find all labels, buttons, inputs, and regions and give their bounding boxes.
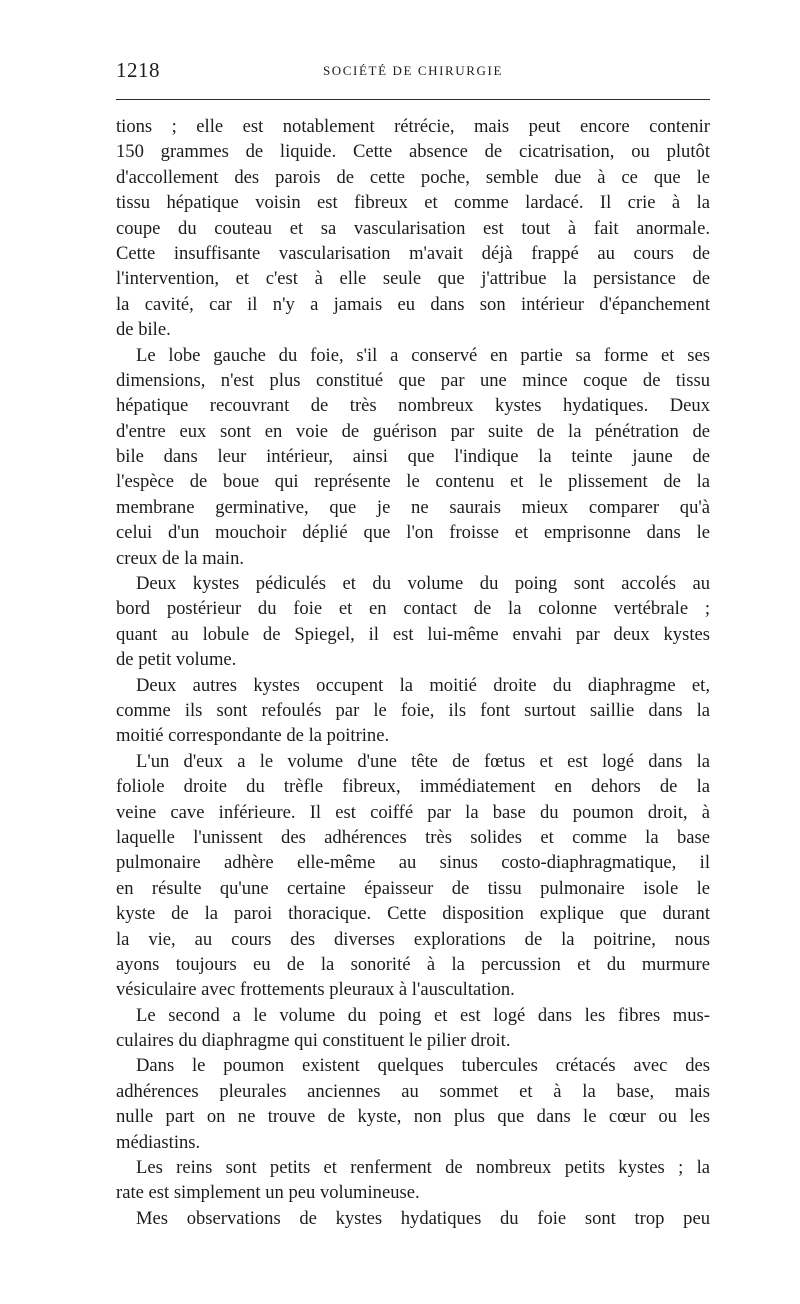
text-line: culaires du diaphragme qui constituent le pilier droit. <box>116 1030 511 1052</box>
text-line: Cette insuffisante vascularisation m'avait déjà frappé au cours de <box>116 242 710 264</box>
text-line: de petit volume. <box>116 649 237 671</box>
paragraph-first-line: Le second a le volume du poing et est logé dans les fibres mus- <box>136 1004 710 1026</box>
paragraph-first-line: Les reins sont petits et renferment de nombreux petits kystes ; la <box>136 1157 710 1179</box>
header-rule <box>116 99 710 100</box>
text-line: foliole droite du trèfle fibreux, immédiatement en dehors de la <box>116 776 710 798</box>
text-line: nulle part on ne trouve de kyste, non plus que dans le cœur ou les <box>116 1106 710 1128</box>
text-line: d'accollement des parois de cette poche, semble due à ce que le <box>116 166 710 188</box>
body-text <box>116 114 710 1231</box>
paragraph-first-line: Deux autres kystes occupent la moitié droite du diaphragme et, <box>136 674 710 696</box>
paragraph-first-line: Dans le poumon existent quelques tubercules crétacés avec des <box>136 1055 710 1077</box>
text-line: coupe du couteau et sa vascularisation est tout à fait anormale. <box>116 217 710 239</box>
text-line: ayons toujours eu de la sonorité à la percussion et du murmure <box>116 953 710 975</box>
text-line: bord postérieur du foie et en contact de la colonne vertébrale ; <box>116 598 710 620</box>
text-line: rate est simplement un peu volumineuse. <box>116 1182 420 1204</box>
text-line: quant au lobule de Spiegel, il est lui-même envahi par deux kystes <box>116 623 710 645</box>
paragraph-first-line: L'un d'eux a le volume d'une tête de fœtus et est logé dans la <box>136 750 710 772</box>
text-line: pulmonaire adhère elle-même au sinus costo-diaphragmatique, il <box>116 852 710 874</box>
text-line: l'espèce de boue qui représente le contenu et le plissement de la <box>116 471 710 493</box>
text-line: tions ; elle est notablement rétrécie, mais peut encore contenir <box>116 116 710 137</box>
text-line: membrane germinative, que je ne saurais mieux comparer qu'à <box>116 496 710 518</box>
text-line: creux de la main. <box>116 547 245 569</box>
text-line: de bile. <box>116 319 171 341</box>
paragraph-first-line: Mes observations de kystes hydatiques du foie sont trop peu <box>136 1207 710 1229</box>
text-line: kyste de la paroi thoracique. Cette disposition explique que durant <box>116 903 710 925</box>
text-line: 150 grammes de liquide. Cette absence de cicatrisation, ou plutôt <box>116 141 710 163</box>
text-line: vésiculaire avec frottements pleuraux à l'auscultation. <box>116 979 515 1001</box>
text-line: médiastins. <box>116 1131 201 1153</box>
text-line: dimensions, n'est plus constitué que par une mince coque de tissu <box>116 369 710 391</box>
text-line: moitié correspondante de la poitrine. <box>116 725 390 747</box>
text-line: la vie, au cours des diverses explorations de la poitrine, nous <box>116 928 710 950</box>
text-line: en résulte qu'une certaine épaisseur de tissu pulmonaire isole le <box>116 877 710 899</box>
text-line: laquelle l'unissent des adhérences très solides et comme la base <box>116 826 710 848</box>
text-line: veine cave inférieure. Il est coiffé par la base du poumon droit, à <box>116 801 710 823</box>
text-line: la cavité, car il n'y a jamais eu dans son intérieur d'épanchement <box>116 293 710 315</box>
running-head <box>116 58 710 88</box>
text-line: hépatique recouvrant de très nombreux kystes hydatiques. Deux <box>116 395 710 417</box>
text-line: adhérences pleurales anciennes au sommet et à la base, mais <box>116 1080 710 1102</box>
text-line: bile dans leur intérieur, ainsi que l'indique la teinte jaune de <box>116 446 710 468</box>
paragraph-first-line: Le lobe gauche du foie, s'il a conservé en partie sa forme et ses <box>136 344 710 366</box>
text-line: l'intervention, et c'est à elle seule que j'attribue la persistance de <box>116 268 710 290</box>
text-line: d'entre eux sont en voie de guérison par suite de la pénétration de <box>116 420 710 442</box>
page-number: 1218 <box>116 58 160 82</box>
text-line: comme ils sont refoulés par le foie, ils font surtout saillie dans la <box>116 699 710 721</box>
journal-title: SOCIÉTÉ DE CHIRURGIE <box>322 63 504 78</box>
text-line: tissu hépatique voisin est fibreux et comme lardacé. Il crie à la <box>116 192 710 214</box>
paragraph-first-line: Deux kystes pédiculés et du volume du poing sont accolés au <box>136 573 710 595</box>
text-line: celui d'un mouchoir déplié que l'on froisse et emprisonne dans le <box>116 522 710 544</box>
